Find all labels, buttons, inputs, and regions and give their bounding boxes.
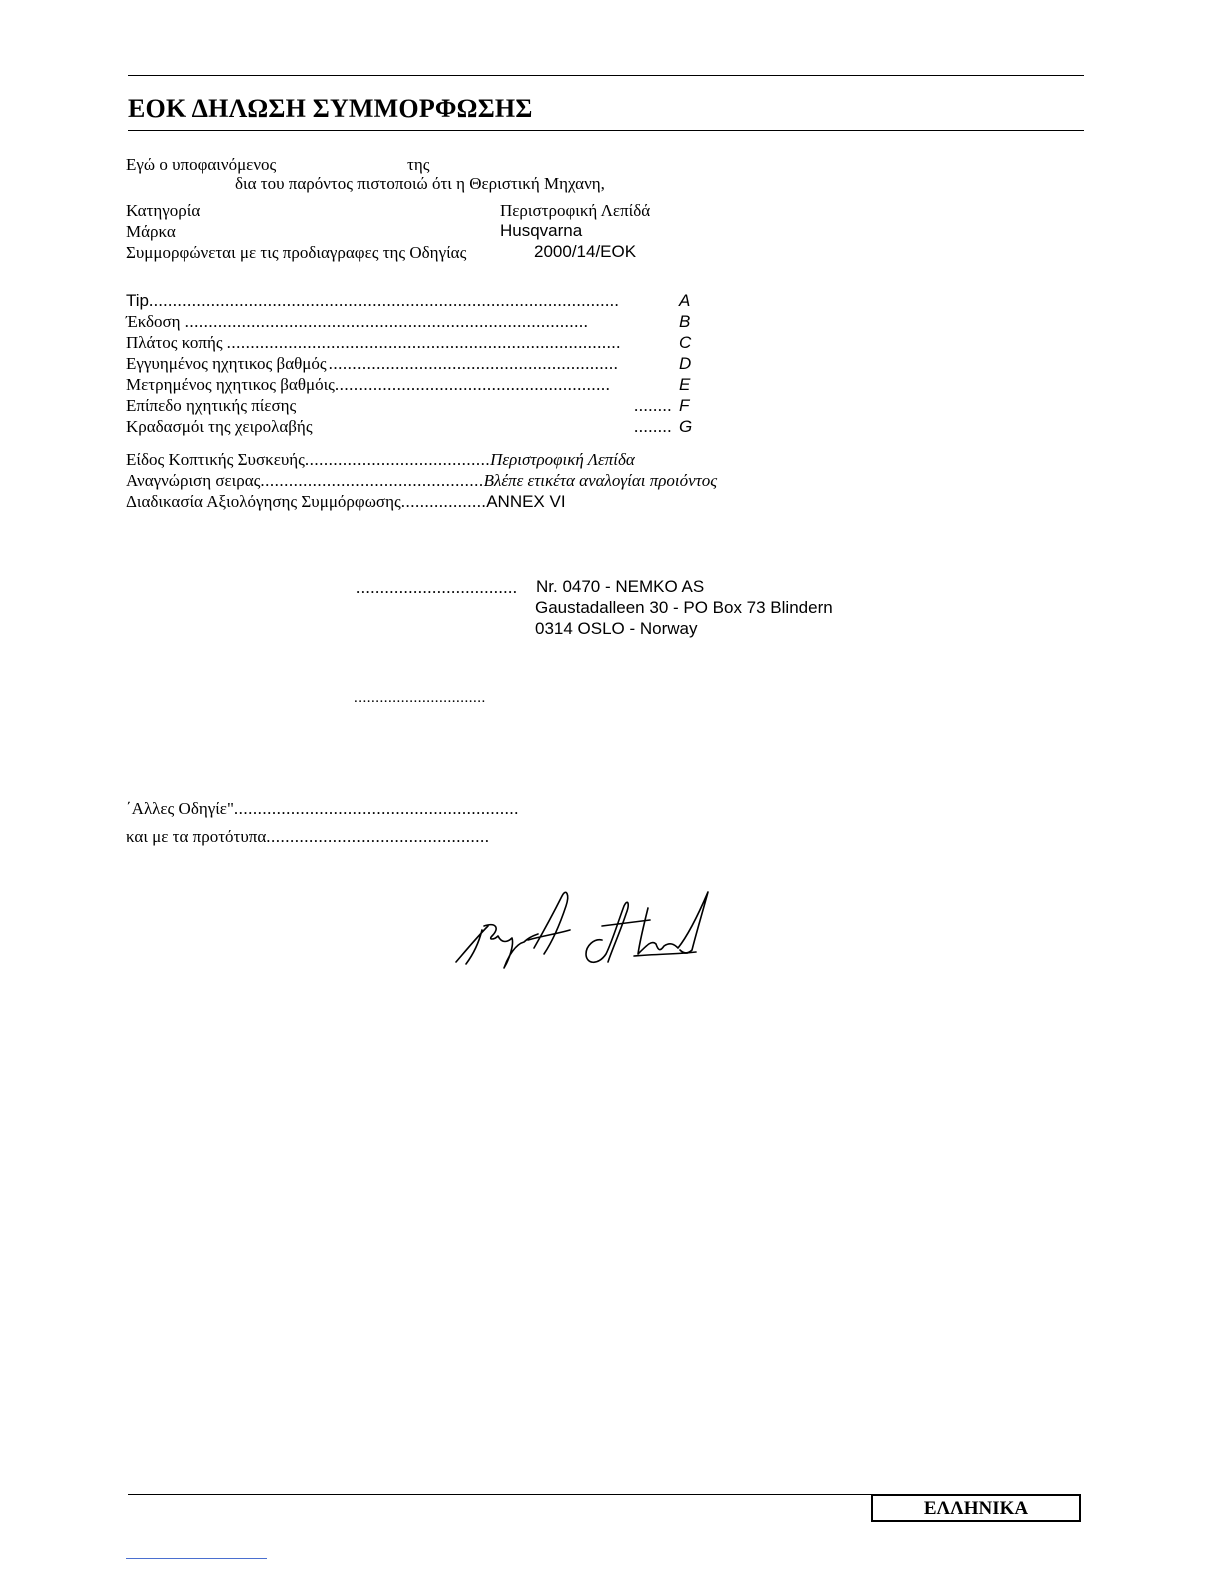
language-badge: ΕΛΛΗΝΙΚΑ bbox=[871, 1494, 1081, 1522]
notified-body-name: Nr. 0470 - NEMKO AS bbox=[536, 577, 705, 596]
title-rule bbox=[128, 130, 1084, 131]
spec-dots: ............................................................. bbox=[328, 354, 619, 373]
spec-dots: ................................................................................................... bbox=[149, 291, 620, 310]
procedure-dots: .................. bbox=[400, 492, 487, 511]
brand-label: Μάρκα bbox=[126, 222, 176, 241]
spec-dots: ........ bbox=[634, 417, 672, 436]
directive-value: 2000/14/EOK bbox=[534, 242, 637, 261]
spec-label: Επίπεδο ηχητικής πίεσης bbox=[126, 396, 297, 415]
procedure-value: ANNEX VI bbox=[486, 492, 566, 511]
spec-dots: ..................................................................................... bbox=[184, 312, 589, 331]
spec-label: Κραδασμόι της χειρολαβής bbox=[126, 417, 313, 436]
spec-value: D bbox=[679, 354, 692, 373]
series-row bbox=[126, 471, 717, 491]
link-underline bbox=[126, 1558, 267, 1559]
spec-value: B bbox=[679, 312, 691, 331]
spec-label: Έκδοση bbox=[126, 312, 181, 331]
top-rule bbox=[128, 75, 1084, 76]
spec-value: C bbox=[679, 333, 692, 352]
category-label: Κατηγορία bbox=[126, 201, 201, 220]
equipment-type-label: Είδος Κοπτικής Συσκευής bbox=[126, 450, 305, 469]
directive-text: Συμμορφώνεται με τις προδιαγραφες της Οδηγίας bbox=[126, 243, 467, 262]
notified-body-dots: .................................. bbox=[356, 578, 518, 597]
blank-dots: ............................... bbox=[354, 690, 486, 706]
other-directives-dots: ............................................................ bbox=[233, 799, 519, 818]
spec-dots: .......................................................... bbox=[334, 375, 611, 394]
spec-label: Εγγυημένος ηχητικος βαθμός bbox=[126, 354, 327, 373]
spec-row bbox=[126, 291, 692, 311]
spec-row bbox=[126, 375, 692, 395]
spec-row bbox=[126, 396, 692, 416]
spec-row bbox=[126, 333, 692, 353]
standards-label: και με τα προτότυπα bbox=[126, 827, 267, 846]
spec-dots: ................................................................................... bbox=[226, 333, 621, 352]
spec-label: Tip bbox=[126, 291, 149, 310]
spec-value: A bbox=[679, 291, 691, 310]
notified-body-address: Gaustadalleen 30 - PO Box 73 Blindern bbox=[535, 598, 833, 617]
series-label: Αναγνώριση σειρας bbox=[126, 471, 261, 490]
spec-dots: ........ bbox=[634, 396, 672, 415]
page-title: ΕΟΚ ΔΗΛΩΣΗ ΣΥΜΜΟΡΦΩΣΗΣ bbox=[128, 94, 533, 123]
intro-certify: δια του παρόντος πιστοποιώ ότι η Θεριστική Μηχανη, bbox=[235, 174, 605, 193]
other-directives-label: ΄Αλλες Οδηγίε" bbox=[126, 799, 234, 818]
intro-undersigned: Εγώ ο υποφαινόμενος bbox=[126, 155, 277, 174]
standards-dots: ............................................... bbox=[266, 827, 490, 846]
spec-label: Μετρημένος ηχητικος βαθμόις bbox=[126, 375, 335, 394]
signature-image bbox=[452, 884, 717, 979]
spec-row bbox=[126, 354, 692, 374]
spec-value: G bbox=[679, 417, 693, 436]
series-value: Βλέπε ετικέτα αναλογίαι προιόντος bbox=[483, 471, 718, 490]
series-dots: ............................................... bbox=[260, 471, 484, 490]
spec-value: E bbox=[679, 375, 691, 394]
procedure-label: Διαδικασία Αξιολόγησης Συμμόρφωσης bbox=[126, 492, 401, 511]
spec-row bbox=[126, 312, 692, 332]
footer-rule bbox=[128, 1494, 872, 1495]
brand-value: Husqvarna bbox=[500, 221, 583, 240]
other-directives-row bbox=[126, 799, 519, 819]
standards-row bbox=[126, 827, 490, 847]
equipment-type-dots: ....................................... bbox=[304, 450, 491, 469]
spec-value: F bbox=[679, 396, 690, 415]
equipment-type-value: Περιστροφική Λεπίδα bbox=[490, 450, 635, 469]
category-value: Περιστροφική Λεπίδά bbox=[500, 201, 651, 220]
intro-of: της bbox=[407, 155, 430, 174]
notified-body-city: 0314 OSLO - Norway bbox=[535, 619, 698, 638]
procedure-row bbox=[126, 492, 566, 512]
spec-row bbox=[126, 417, 692, 437]
spec-label: Πλάτος κοπής bbox=[126, 333, 223, 352]
equipment-type-row bbox=[126, 450, 635, 470]
